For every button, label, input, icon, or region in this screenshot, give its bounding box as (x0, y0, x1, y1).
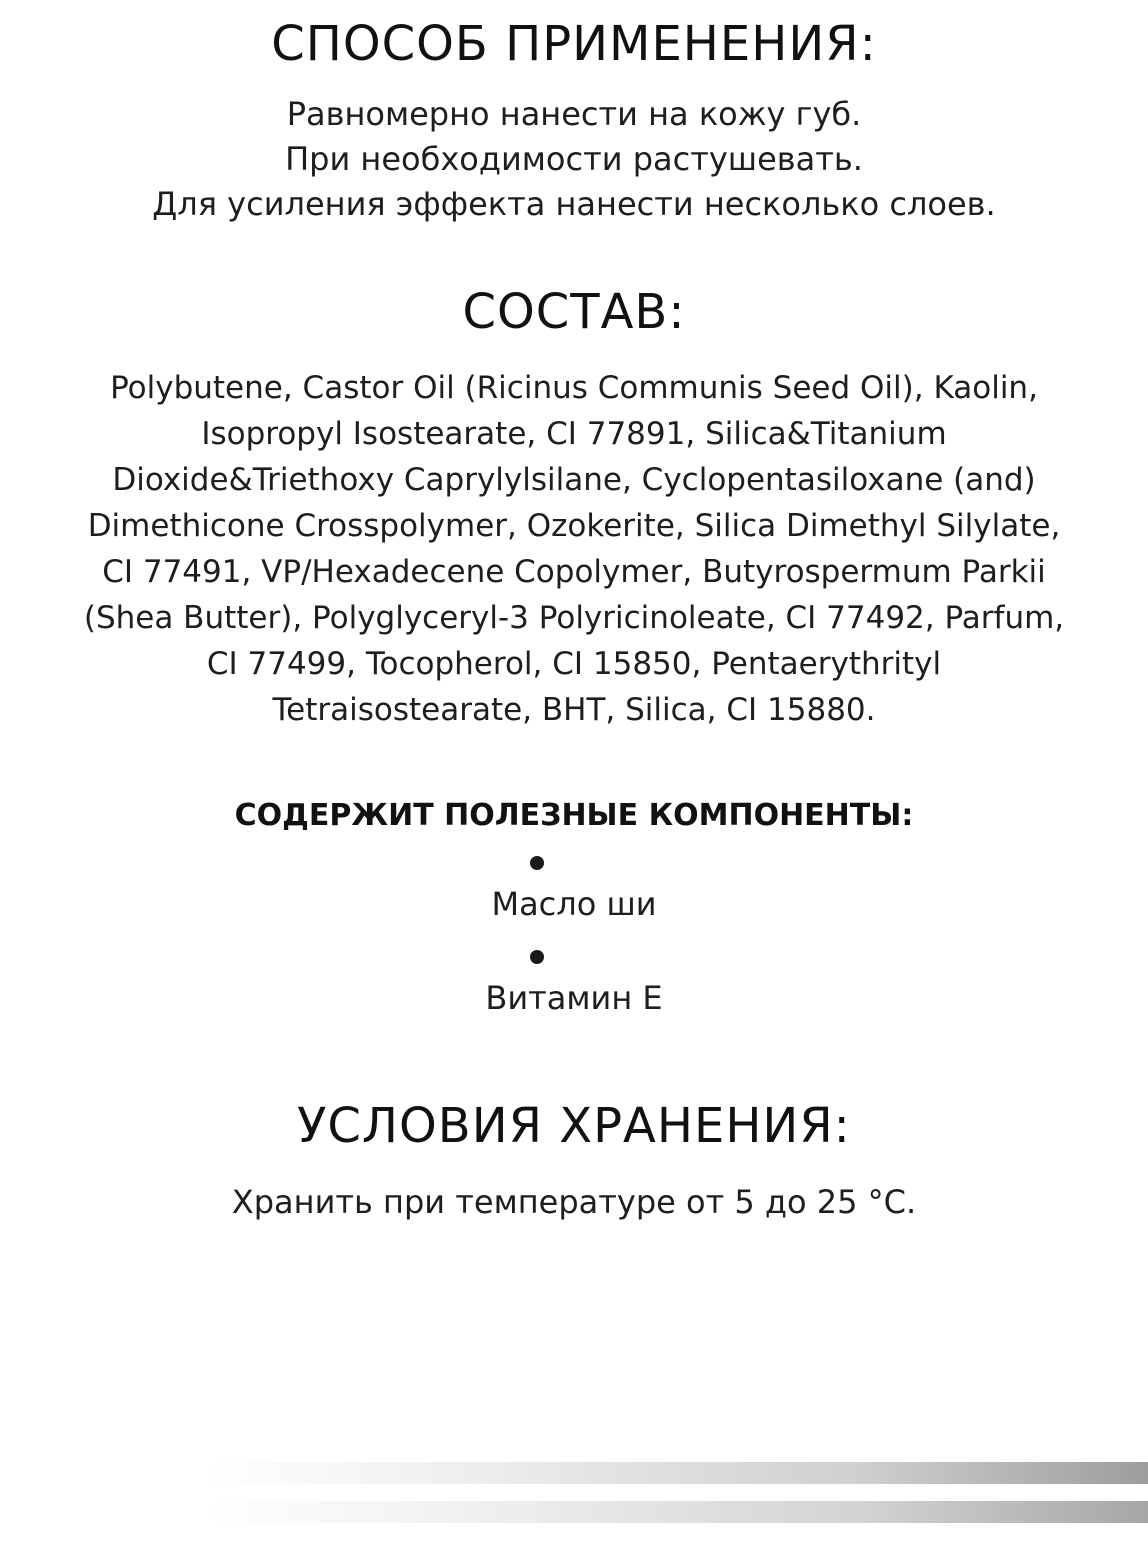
ingredients-line: Dioxide&Triethoxy Caprylylsilane, Cyclopentasiloxane (and) (112, 462, 1036, 498)
storage-text: Хранить при температуре от 5 до 25 °C. (231, 1183, 917, 1221)
component-item-shea-butter: Масло ши (491, 885, 657, 923)
ingredients-line: CI 77491, VP/Hexadecene Copolymer, Butyrospermum Parkii (102, 554, 1046, 590)
ingredients-line: Dimethicone Crosspolymer, Ozokerite, Silica Dimethyl Silylate, (87, 508, 1061, 544)
usage-heading: СПОСОБ ПРИМЕНЕНИЯ: (271, 16, 877, 72)
ingredients-list (0, 365, 1148, 733)
usage-instructions (0, 92, 1148, 227)
decorative-stripe (0, 1501, 1148, 1523)
bullet-icon (530, 950, 544, 964)
usage-line: Равномерно нанести на кожу губ. (286, 95, 862, 133)
ingredients-line: Isopropyl Isostearate, CI 77891, Silica&Titanium (201, 416, 947, 452)
ingredients-line: CI 77499, Tocopherol, CI 15850, Pentaerythrityl (206, 646, 942, 682)
ingredients-line: (Shea Butter), Polyglyceryl-3 Polyricinoleate, CI 77492, Parfum, (83, 600, 1065, 636)
decorative-stripe (0, 1462, 1148, 1484)
ingredients-line: Tetraisostearate, BHT, Silica, CI 15880. (272, 692, 876, 728)
composition-heading: СОСТАВ: (462, 284, 686, 340)
components-heading: СОДЕРЖИТ ПОЛЕЗНЫЕ КОМПОНЕНТЫ: (234, 798, 914, 833)
ingredients-line: Polybutene, Castor Oil (Ricinus Communis Seed Oil), Kaolin, (110, 370, 1038, 406)
usage-line: Для усиления эффекта нанести несколько слоев. (152, 185, 996, 223)
component-item-vitamin-e: Витамин Е (485, 979, 663, 1017)
usage-line: При необходимости растушевать. (285, 140, 863, 178)
bullet-icon (530, 856, 544, 870)
storage-heading: УСЛОВИЯ ХРАНЕНИЯ: (297, 1098, 851, 1154)
